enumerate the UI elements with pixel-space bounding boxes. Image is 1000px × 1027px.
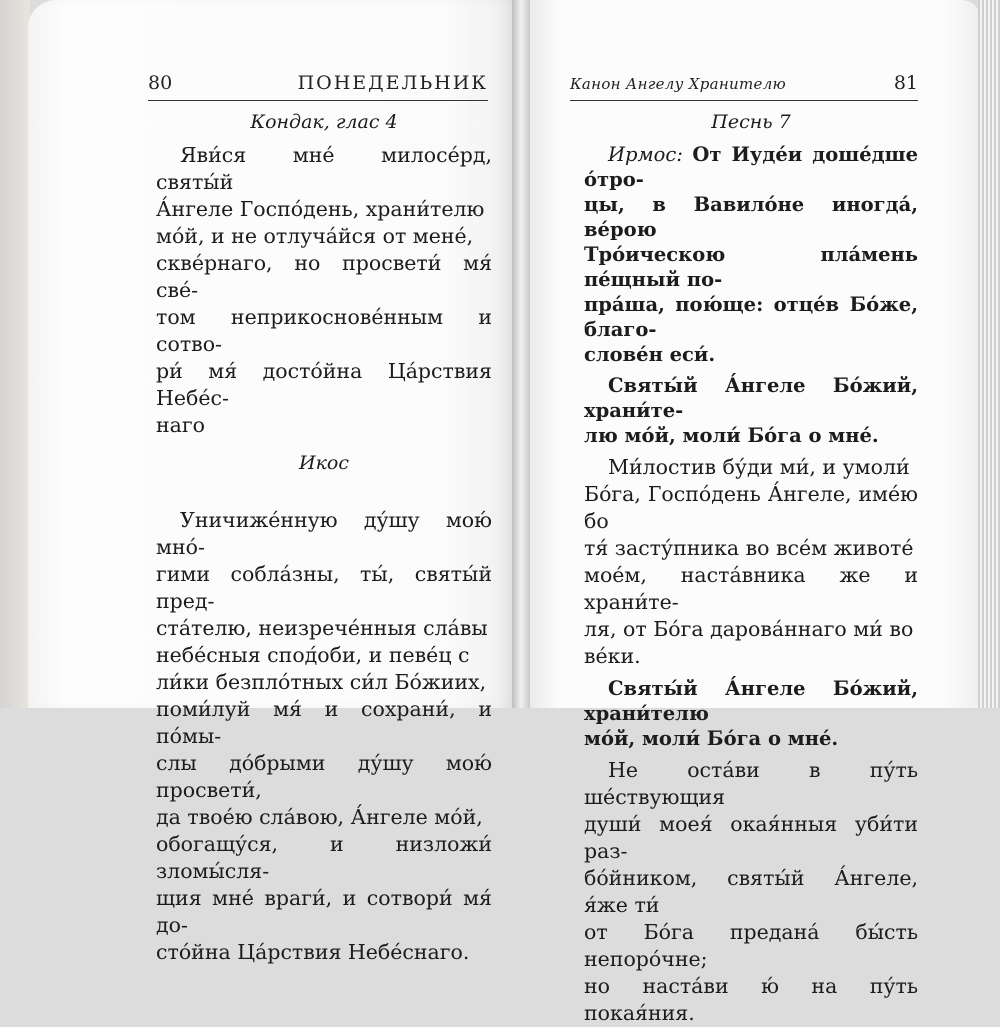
text-line: ля, от Бо́га дарова́ннаго ми́ во (584, 617, 914, 641)
text-line: поми́луй мя́ и сохрани́, и по́мы- (156, 697, 492, 748)
kontakion-heading: Кондак, глас 4 (250, 111, 398, 133)
text-line: гими собла́зны, ты́, святы́й пред- (156, 562, 492, 613)
book-edge-right (978, 0, 1000, 708)
text-line: пра́ша, пою́ще: отце́в Бо́же, благо- (584, 293, 918, 341)
text-line: да твое́ю сла́вою, А́нгеле мо́й, (156, 805, 483, 829)
refrain-1 (584, 373, 918, 448)
kontakion-text (156, 142, 492, 439)
ode-heading: Песнь 7 (711, 111, 791, 133)
right-running-head: Канон Ангелу Хранителю (570, 75, 787, 93)
text-line: души́ моея́ окая́нныя уби́ти раз- (584, 812, 918, 863)
irmos-label: Ирмос: (608, 143, 683, 166)
book-edge-left (0, 0, 30, 708)
text-line: Ми́лостив бу́ди ми́, и умоли́ (608, 455, 910, 479)
troparion-1 (584, 454, 918, 670)
ikos-heading: Икос (299, 452, 349, 474)
text-line: слове́н еси́. (584, 343, 716, 366)
text-line: тя́ засту́пника во все́м животе́ (584, 536, 914, 560)
refrain-2 (584, 676, 918, 751)
ikos-text (156, 507, 492, 966)
text-line: щия мне́ враги́, и сотвори́ мя́ до- (156, 886, 492, 937)
left-page-header (148, 72, 488, 101)
text-line: мо́й, моли́ Бо́га о мне́. (584, 727, 839, 750)
text-line: небе́сныя спод́оби, и певе́ц с (156, 643, 470, 667)
text-line: слы до́брыми ду́шу мою́ просвети́, (156, 751, 492, 802)
text-line: но наста́ви ю́ на пу́ть покая́ния. (584, 974, 918, 1025)
text-line: Бо́га, Госпо́день А́нгеле, име́ю бо (584, 482, 918, 533)
troparion-2 (584, 757, 918, 1027)
text-line: наго (156, 413, 205, 437)
text-line: бо́йником, святы́й А́нгеле, я́же ти́ (584, 866, 918, 917)
text-line: ве́ки. (584, 644, 641, 668)
text-line: от Бо́га предана́ бы́сть непоро́чне; (584, 920, 918, 971)
text-line: Святы́й А́нгеле Бо́жий, храни́телю (584, 677, 918, 725)
text-line: обогащу́ся, и низложи́ зломы́сля- (156, 832, 492, 883)
right-page-header (570, 72, 918, 101)
text-line: ли́ки безпло́тных си́л Бо́жиих, (156, 670, 487, 694)
text-line: сто́йна Ца́рствия Небе́снаго. (156, 940, 470, 964)
text-line: лю мо́й, моли́ Бо́га о мне́. (584, 424, 879, 447)
text-line: Уничиже́нную ду́шу мою́ мно́- (156, 508, 492, 559)
left-running-head: ПОНЕДЕЛЬНИК (297, 72, 488, 94)
text-line: А́нгеле Госпо́день, храни́телю (156, 197, 485, 221)
book-gutter (512, 0, 530, 708)
text-line: мо́й, и не отлуча́йся от мене́, (156, 224, 474, 248)
text-line: ри́ мя́ досто́йна Ца́рствия Небе́с- (156, 359, 492, 410)
left-page-text (156, 108, 492, 966)
text-line: скве́рнаго, но просвети́ мя́ све́- (156, 251, 492, 302)
text-line: ста́телю, неизрече́нныя сла́вы (156, 616, 488, 640)
text-line: Святы́й А́нгеле Бо́жий, храни́те- (584, 374, 918, 422)
text-line: Яви́ся мне́ милосе́рд, святы́й (156, 143, 492, 194)
text-line: Не оста́ви в пу́ть ше́ствующия (584, 758, 918, 809)
right-page-number: 81 (893, 72, 918, 94)
text-line: том неприкоснове́нным и сотво- (156, 305, 492, 356)
irmos-text (584, 142, 918, 367)
right-page-text (584, 108, 918, 1027)
text-line: Тро́ическою пла́мень пе́щный по- (584, 243, 918, 291)
left-page-number: 80 (148, 72, 173, 94)
text-line: Ирмос: От Иуде́и доше́дше о́тро- (584, 143, 918, 191)
text-line: мое́м, наста́вника же и храни́те- (584, 563, 918, 614)
text-line: цы, в Вавило́не иногда́, ве́рою (584, 193, 918, 241)
